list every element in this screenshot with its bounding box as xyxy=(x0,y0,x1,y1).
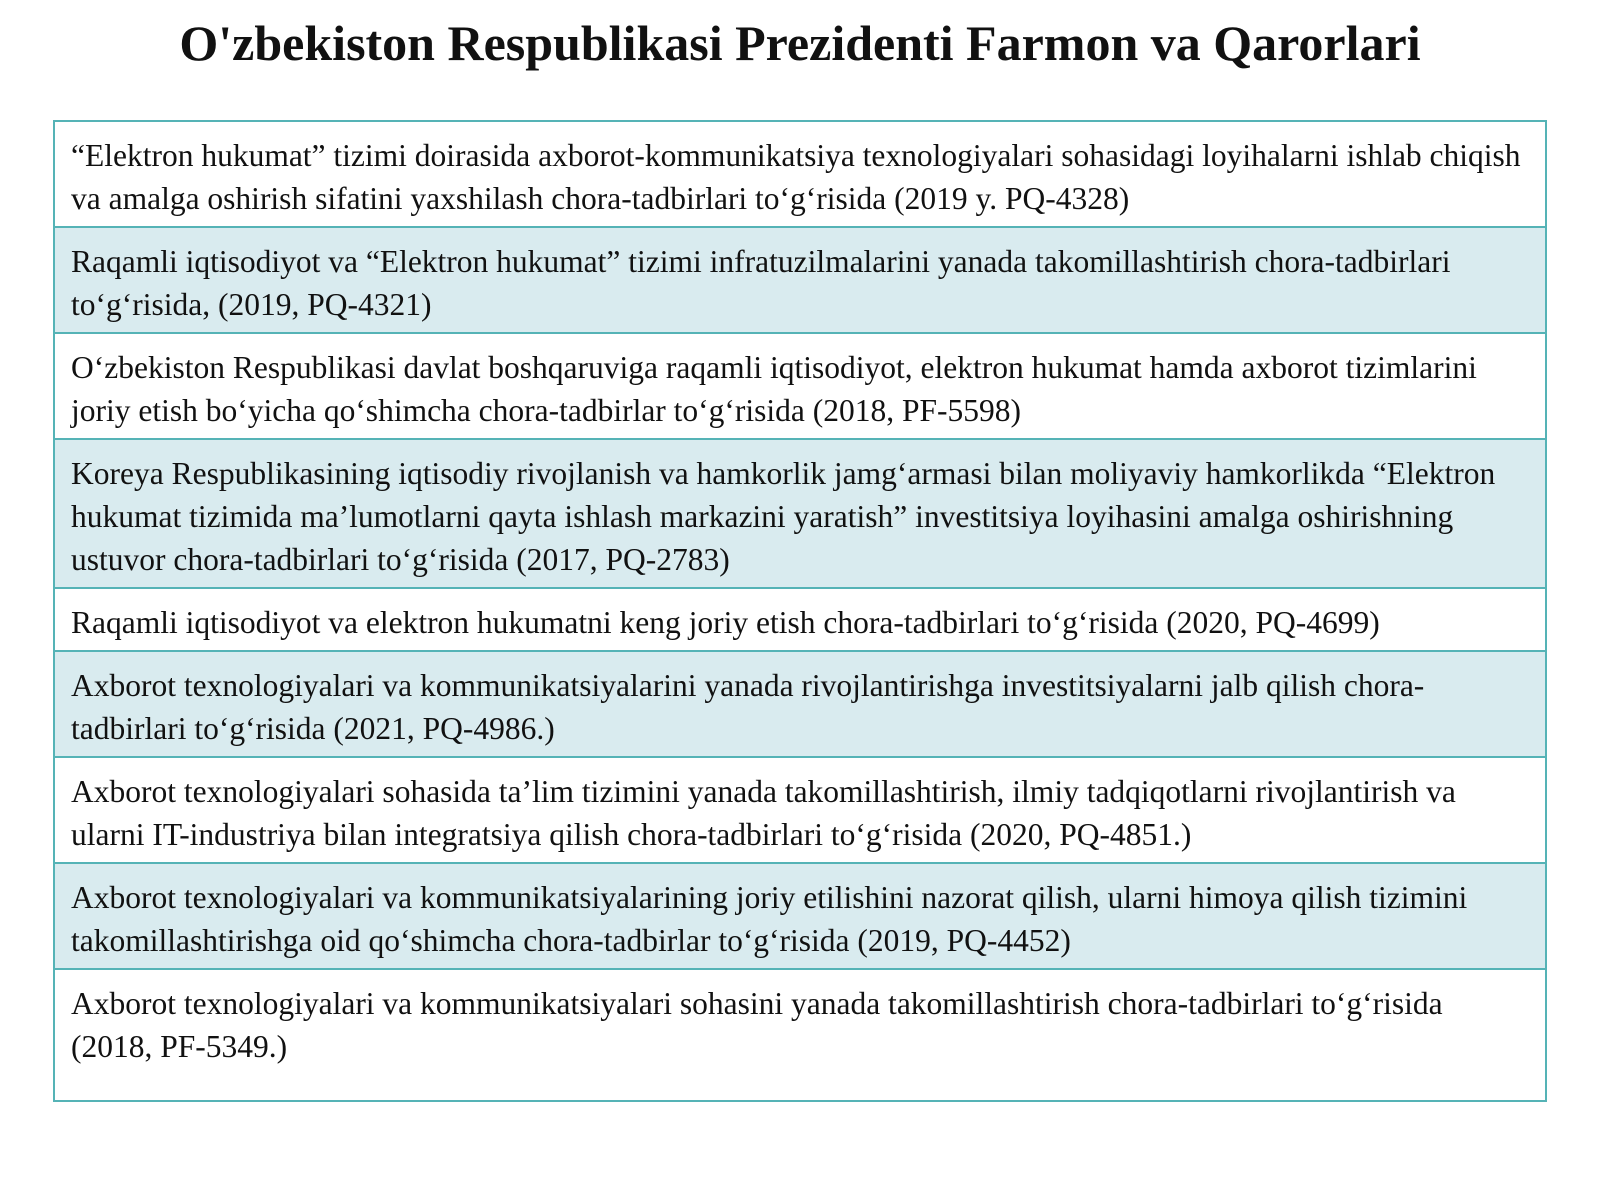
decree-text: Axborot texnologiyalari va kommunikatsiyalarining joriy etilishini nazorat qilish, ularni himoya qilish tizimini takomillashtirishga oid qo‘shimcha chora-tadbirlar to‘g‘risida (2019, PQ-4452) xyxy=(54,863,1546,969)
table-row xyxy=(54,333,1546,439)
table-row xyxy=(54,651,1546,757)
decree-text: “Elektron hukumat” tizimi doirasida axborot-kommunikatsiya texnologiyalari sohasidagi loyihalarni ishlab chiqish va amalga oshirish sifatini yaxshilash chora-tadbirlari to‘g‘risida (2019 y. PQ-4328) xyxy=(54,121,1546,227)
decree-text: Axborot texnologiyalari va kommunikatsiyalarini yanada rivojlantirishga investitsiyalarni jalb qilish chora-tadbirlari to‘g‘risida (2021, PQ-4986.) xyxy=(54,651,1546,757)
table-row xyxy=(54,227,1546,333)
decree-text: Raqamli iqtisodiyot va “Elektron hukumat” tizimi infratuzilmalarini yanada takomillashtirish chora-tadbirlari to‘g‘risida, (2019, PQ-4321) xyxy=(54,227,1546,333)
decree-text: Axborot texnologiyalari sohasida ta’lim tizimini yanada takomillashtirish, ilmiy tadqiqotlarni rivojlantirish va ularni IT-industriya bilan integratsiya qilish chora-tadbirlari to‘g‘risida (2020, PQ-4851.) xyxy=(54,757,1546,863)
table-row xyxy=(54,863,1546,969)
table-row xyxy=(54,439,1546,588)
table-row xyxy=(54,588,1546,651)
page-title: O'zbekiston Respublikasi Prezidenti Farmon va Qarorlari xyxy=(179,15,1421,71)
table-row xyxy=(54,121,1546,227)
table-row xyxy=(54,757,1546,863)
decree-text: O‘zbekiston Respublikasi davlat boshqaruviga raqamli iqtisodiyot, elektron hukumat hamda axborot tizimlarini joriy etish bo‘yicha qo‘shimcha chora-tadbirlar to‘g‘risida (2018, PF-5598) xyxy=(54,333,1546,439)
decree-table xyxy=(53,120,1547,1102)
decree-text: Raqamli iqtisodiyot va elektron hukumatni keng joriy etish chora-tadbirlari to‘g‘risida (2020, PQ-4699) xyxy=(54,588,1546,651)
table-row xyxy=(54,969,1546,1101)
decree-text: Koreya Respublikasining iqtisodiy rivojlanish va hamkorlik jamg‘armasi bilan moliyaviy hamkorlikda “Elektron hukumat tizimida ma’lumotlarni qayta ishlash markazini yaratish” investitsiya loyihasini amalga oshirishning ustuvor chora-tadbirlari to‘g‘risida (2017, PQ-2783) xyxy=(54,439,1546,588)
decree-text: Axborot texnologiyalari va kommunikatsiyalari sohasini yanada takomillashtirish chora-tadbirlari to‘g‘risida (2018, PF-5349.) xyxy=(54,969,1546,1101)
